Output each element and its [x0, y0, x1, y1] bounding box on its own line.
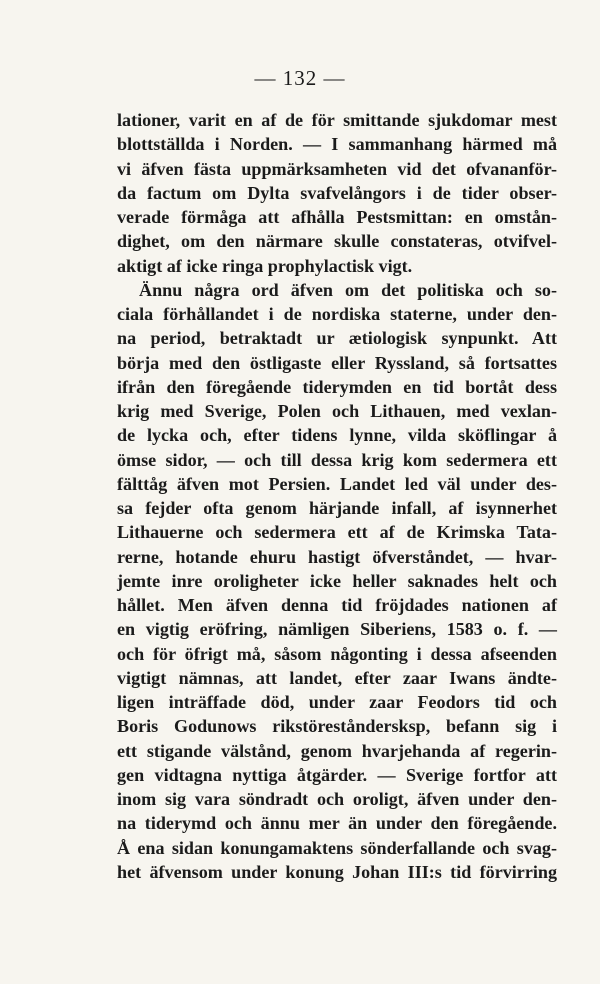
- text-line: ifrån den föregående tiderymden en tid bortåt dess: [117, 376, 557, 397]
- body-text: [117, 108, 557, 884]
- text-line: Ännu några ord äfven om det politiska och so-: [139, 279, 557, 300]
- text-line: na period, betraktadt ur ætiologisk synpunkt. Att: [117, 328, 557, 349]
- text-line: vi äfven fästa uppmärksamheten vid det ofvananför-: [117, 158, 557, 179]
- text-line: fälttåg äfven mot Persien. Landet led väl under des-: [117, 473, 557, 494]
- text-line: da factum om Dylta svafvelångors i de tider obser-: [117, 182, 557, 203]
- text-line: vigtigt nämnas, att landet, efter zaar Iwans ändte-: [117, 667, 557, 688]
- text-line: ciala förhållandet i de nordiska staterne, under den-: [117, 304, 557, 324]
- text-line: het äfvensom under konung Johan III:s tid förvirring: [117, 861, 557, 882]
- text-line: ömse sidor, — och till dessa krig kom sedermera ett: [117, 449, 557, 470]
- text-line: jemte inre oroligheter icke heller saknades helt och: [117, 570, 557, 591]
- text-line: gen vidtagna nyttiga åtgärder. — Sverige fortfor att: [117, 764, 557, 785]
- page-number: — 132 —: [254, 66, 346, 90]
- text-line: dighet, om den närmare skulle constateras, otvifvel-: [117, 231, 557, 252]
- text-line: verade förmåga att afhålla Pestsmittan: en omstån-: [117, 207, 557, 227]
- text-line: Boris Godunows rikstöreståndersksp, befann sig i: [117, 716, 557, 737]
- text-line: ligen inträffade död, under zaar Feodors tid och: [117, 692, 557, 712]
- text-line: na tiderymd och ännu mer än under den föregående.: [117, 813, 557, 834]
- text-line: Lithauerne och sedermera ett af de Krimska Tata-: [117, 522, 557, 543]
- text-line: lationer, varit en af de för smittande sjukdomar mest: [117, 110, 557, 130]
- text-line: Å ena sidan konungamaktens sönderfallande och svag-: [117, 837, 557, 858]
- text-line: blottställda i Norden. — I sammanhang härmed må: [117, 134, 557, 155]
- text-line: rerne, hotande ehuru hastigt öfverståndet, — hvar-: [117, 546, 557, 567]
- text-line: sa fejder ofta genom härjande infall, af isynnerhet: [117, 498, 557, 518]
- text-line: inom sig vara söndradt och oroligt, äfven under den-: [117, 789, 557, 809]
- text-line: hållet. Men äfven denna tid fröjdades nationen af: [117, 595, 557, 615]
- text-line: börja med den östligaste eller Ryssland, så fortsattes: [117, 352, 557, 373]
- text-line: krig med Sverige, Polen och Lithauen, med vexlan-: [117, 401, 557, 421]
- text-line: de lycka och, efter tidens lynne, vilda sköflingar å: [117, 425, 557, 446]
- text-line: ett stigande välstånd, genom hvarjehanda af regerin-: [117, 740, 557, 761]
- text-line: en vigtig eröfring, nämligen Siberiens, 1583 o. f. —: [117, 619, 557, 640]
- text-line: och för öfrigt må, såsom någonting i dessa afseenden: [117, 643, 557, 664]
- text-line: aktigt af icke ringa prophylactisk vigt.: [117, 255, 413, 276]
